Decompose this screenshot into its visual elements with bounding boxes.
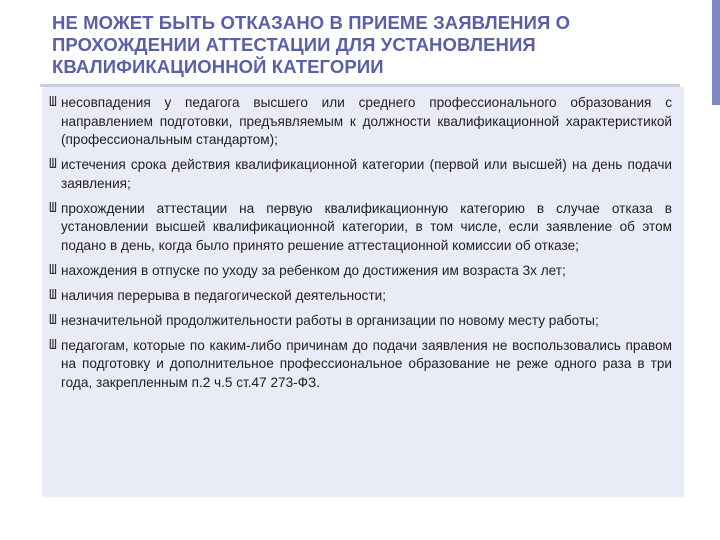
bullet-marker: Ш: [49, 312, 57, 328]
accent-bar: [712, 0, 720, 105]
list-item: [49, 262, 672, 281]
list-item-text: нахождения в отпуске по уходу за ребенком до достижения им возраста 3х лет;: [61, 262, 566, 278]
list-item-text: педагогам, которые по каким-либо причинам до подачи заявления не воспользовались правом на подготовку и дополнительное профессиональное образование не реже одного раза в три года, закрепленным п.2 ч.5 ст.47 273-ФЗ.: [61, 337, 672, 390]
bullet-marker: Ш: [49, 262, 57, 278]
list-item: [49, 94, 672, 150]
list-item: [49, 287, 672, 306]
list-item-text: несовпадения у педагога высшего или среднего профессионального образования с направлением подготовки, предъявляемым к должности квалификационной характеристикой (профессиональным стандартом);: [61, 95, 672, 147]
list-item-text: наличия перерыва в педагогической деятельности;: [61, 287, 387, 303]
bullet-marker: Ш: [49, 157, 57, 172]
list-item-text: прохождении аттестации на первую квалификационную категорию в случае отказа в установлении высшей квалификационной категории, в том числе, если заявление об этом подано в день, когда было принято решение аттестационной комиссии об отказе;: [61, 200, 672, 253]
bullet-marker: Ш: [49, 337, 57, 353]
list-item-text: истечения срока действия квалификационной категории (первой или высшей) на день подачи заявления;: [61, 157, 672, 191]
list-item: [49, 312, 672, 331]
list-item-text: незначительной продолжительности работы в организации по новому месту работы;: [61, 312, 599, 328]
content-box: [42, 87, 684, 497]
list-item: [49, 337, 672, 393]
list-item: [49, 156, 672, 193]
bullet-marker: Ш: [49, 287, 57, 303]
bullet-marker: Ш: [49, 200, 57, 216]
list-item: [49, 200, 672, 256]
slide-title: НЕ МОЖЕТ БЫТЬ ОТКАЗАНО В ПРИЕМЕ ЗАЯВЛЕНИЯ О ПРОХОЖДЕНИИ АТТЕСТАЦИИ ДЛЯ УСТАНОВЛЕНИЯ КВАЛИФИКАЦИОННОЙ КАТЕГОРИИ: [52, 12, 571, 77]
bullet-marker: Ш: [49, 95, 57, 110]
